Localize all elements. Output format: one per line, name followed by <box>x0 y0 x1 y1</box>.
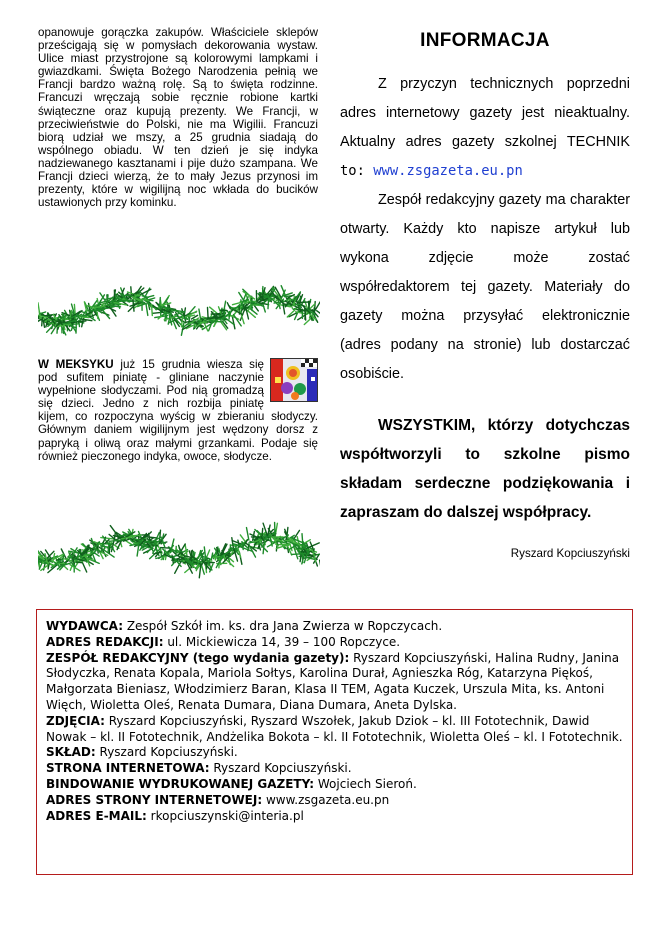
imprint-photos <box>46 714 624 746</box>
left-column <box>38 26 318 209</box>
right-column <box>340 26 630 560</box>
imprint-value: ul. Mickiewicza 14, 39 – 100 Ropczyce. <box>163 634 401 649</box>
imprint-address <box>46 635 624 651</box>
imprint-value: Ryszard Kopciuszyński, Halina Rudny, Janina Słodyczka, Renata Kopala, Mariola Sołtys, Karolina Durał, Agnieszka Róg, Katarzyna Piękoś, Małgorzata Bieniasz, Włodzimierz Baran, Klasa II TEM, Agata Kuczek, Urszula Mita, ks. Antoni Więch, Wioletta Oleś, Renata Dumara, Diana Dumara, Aneta Dylska. <box>46 650 620 712</box>
imprint-website-author <box>46 761 624 777</box>
address-paragraph <box>340 70 630 186</box>
imprint-publisher <box>46 619 624 635</box>
imprint-email <box>46 809 624 825</box>
thanks-paragraph: WSZYSTKIM, którzy dotychczas współtworzyli to szkolne pismo składam serdeczne podziękowania i zapraszam do dalszej współpracy. <box>340 417 630 521</box>
address-to: to: <box>340 163 374 179</box>
imprint-label: ADRES E-MAIL: <box>46 808 147 823</box>
christmas-garland-top <box>38 280 320 340</box>
imprint-label: BINDOWANIE WYDRUKOWANEJ GAZETY: <box>46 776 315 791</box>
mexico-lead: W MEKSYKU <box>38 358 114 371</box>
imprint-label: ADRES REDAKCJI: <box>46 634 164 649</box>
address-text: Z przyczyn technicznych poprzedni adres internetowy gazety jest nieaktualny. Aktualny adres gazety szkolnej TECHNIK <box>340 76 630 150</box>
imprint-label: ZDJĘCIA: <box>46 713 105 728</box>
imprint-value: Ryszard Kopciuszyński. <box>209 761 352 776</box>
information-heading: INFORMACJA <box>420 30 550 51</box>
imprint-value: Zespół Szkół im. ks. dra Jana Zwierza w Ropczycach. <box>123 619 443 633</box>
imprint-value[interactable]: rkopciuszynski@interia.pl <box>146 808 304 823</box>
imprint-value[interactable]: www.zsgazeta.eu.pn <box>262 792 390 807</box>
imprint-value: Ryszard Kopciuszyński. <box>95 745 238 760</box>
imprint-label: WYDAWCA: <box>46 619 123 633</box>
imprint-value: Wojciech Sieroń. <box>314 776 417 791</box>
imprint-label: ZESPÓŁ REDAKCYJNY (tego wydania gazety): <box>46 650 350 665</box>
imprint-binding <box>46 777 624 793</box>
france-paragraph: opanowuje gorączka zakupów. Właściciele sklepów prześcigają się w pomysłach dekorowania wystaw. Ulice miast przystrojone są kolorowymi lampkami i gwiazdkami. Święta Bożego Narodzenia pełnią we Francji bardzo ważną rolę. Są to święta rodzinne. Francuzi wręczają sobie ręcznie robione kartki świąteczne oraz kupują prezenty. We Francji, w przeciwieństwie do Polski, nie ma Wigilii. Francuzi biorą udział we mszy, a 25 grudnia siadają do wspólnego obiadu. W ten dzień je się indyka nadziewanego kasztanami i pije dużo szampana. We Francji dzieci wierzą, że to mały Jezus przynosi im prezenty, które w wigilijną noc wkłada do bucików ustawionych przy kominku. <box>38 26 318 210</box>
imprint-typesetting <box>46 745 624 761</box>
christmas-garland-bottom <box>38 520 320 580</box>
imprint-label: ADRES STRONY INTERNETOWEJ: <box>46 792 263 807</box>
imprint-box <box>36 609 633 875</box>
mexico-body: już 15 grudnia wiesza się pod sufitem piniatę - gliniane naczynie wypełnione słodyczami. Pod nią gromadzą się dzieci. Jedno z nich rozbija piniatę kijem, co rozpoczyna wyścig w zbieraniu słodyczy. Głównym daniem wigilijnym jest wędzony dorsz z papryką i oliwą oraz małymi grzankami. Podaje się również pieczonego indyka, owoce, słodycze. <box>38 358 318 463</box>
signature: Ryszard Kopciuszyński <box>510 547 630 560</box>
imprint-label: STRONA INTERNETOWA: <box>46 761 210 776</box>
pinata-illustration <box>270 358 318 402</box>
imprint-value: Ryszard Kopciuszyński, Ryszard Wszołek, Jakub Dziok – kl. III Fototechnik, Dawid Nowak – kl. II Fototechnik, Andżelika Bokota – kl. II Fototechnik, Wioletta Oleś – kl. I Fototechnik. <box>46 713 623 744</box>
team-paragraph: Zespół redakcyjny gazety ma charakter otwarty. Każdy kto napisze artykuł lub wykona zdjęcie może zostać współredaktorem tej gazety. Materiały do gazety można przysyłać elektronicznie (adres podany na stronie) lub dostarczać osobiście. <box>340 192 630 382</box>
mexico-section <box>38 358 318 463</box>
website-link[interactable]: www.zsgazeta.eu.pn <box>373 163 523 179</box>
imprint-label: SKŁAD: <box>46 745 96 760</box>
imprint-editorial-team <box>46 651 624 714</box>
imprint-website-address <box>46 793 624 809</box>
